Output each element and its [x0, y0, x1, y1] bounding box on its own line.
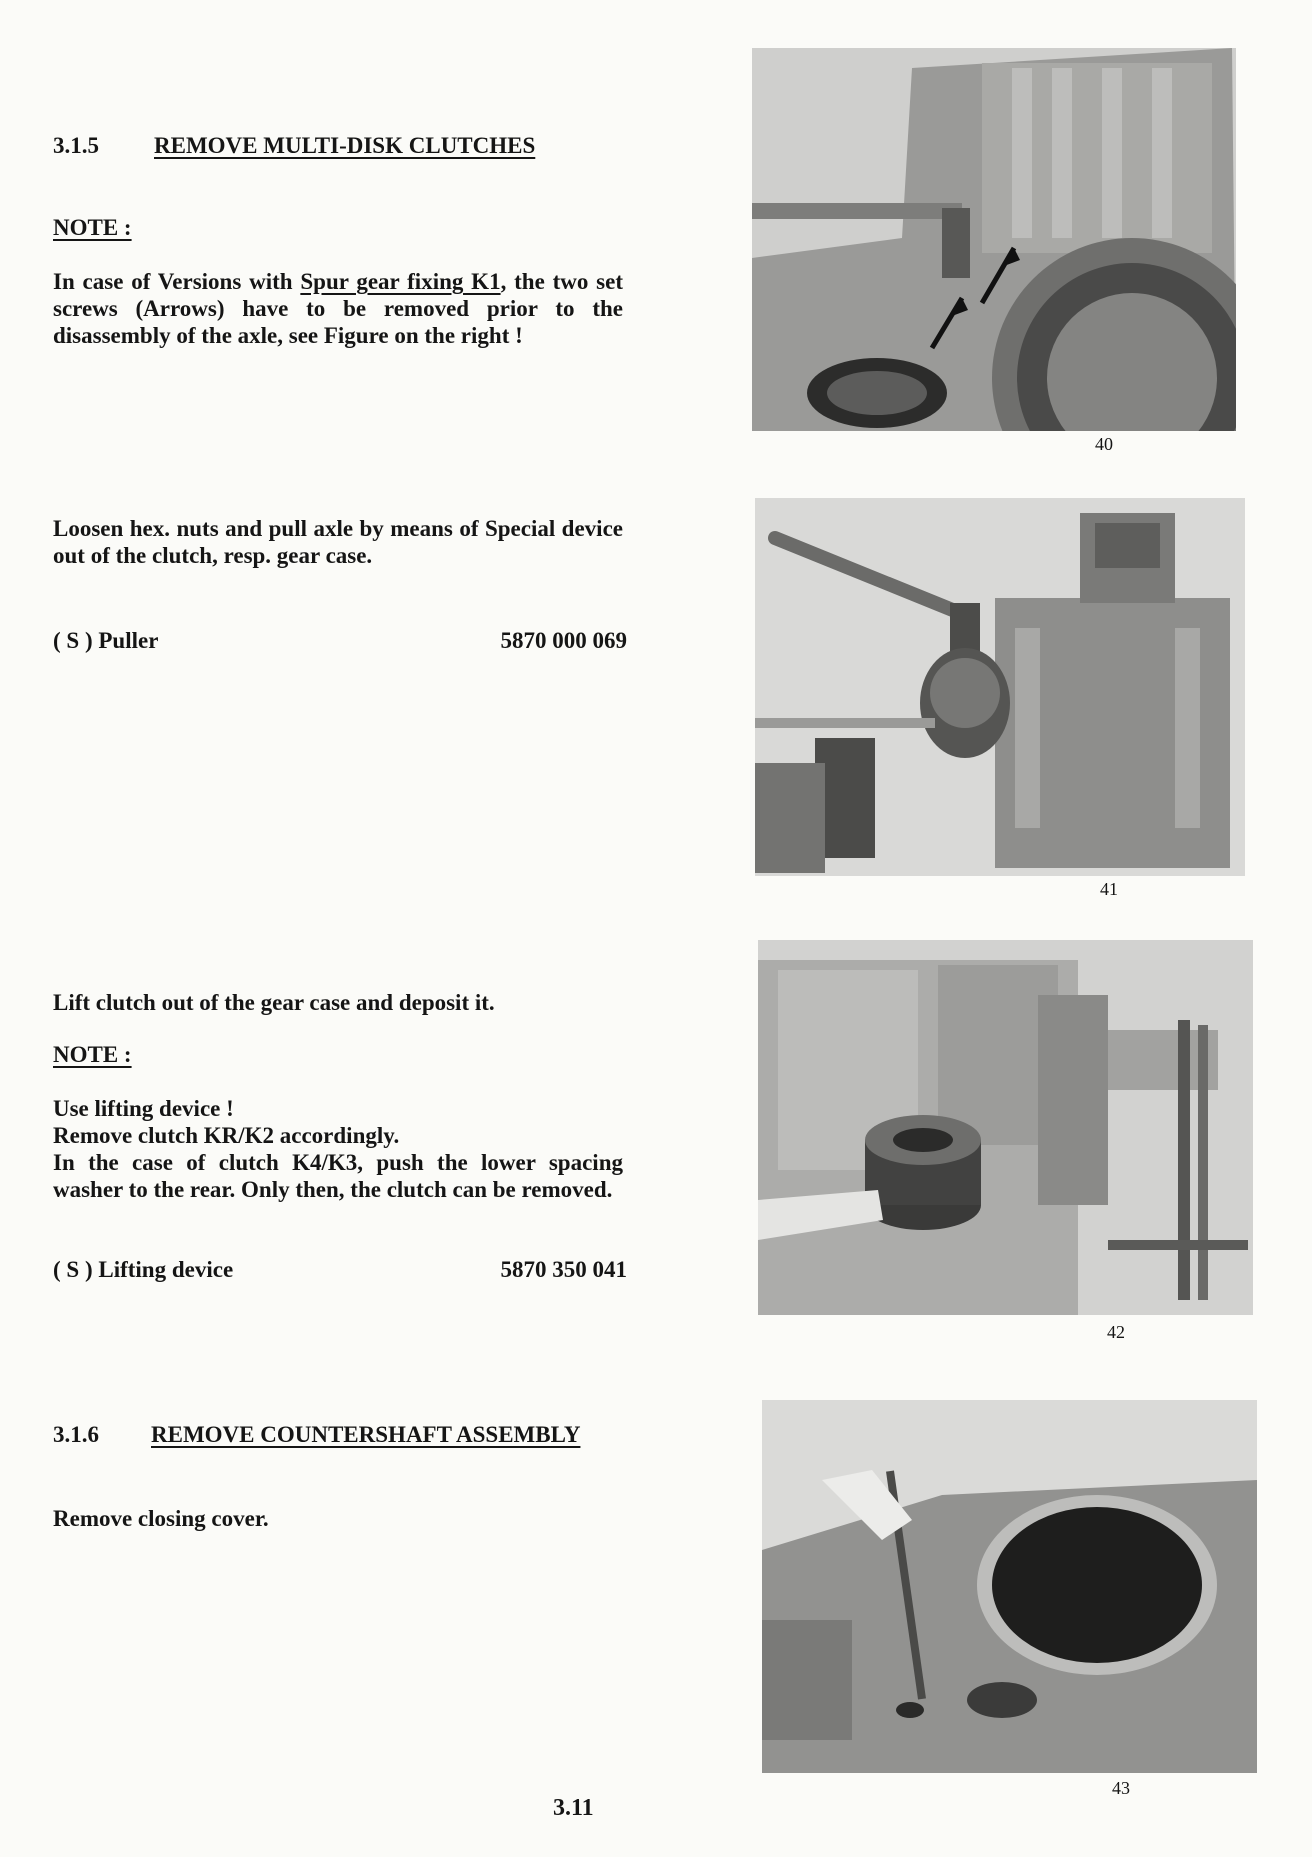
photo-gearbox-set-screws — [752, 48, 1236, 431]
note-label: NOTE : — [53, 1042, 132, 1067]
photo-puller-on-axle — [755, 498, 1245, 876]
figure-number: 41 — [1100, 879, 1118, 899]
section-number-3-1-5: 3.1.5 — [53, 133, 99, 158]
figure-number: 42 — [1107, 1322, 1125, 1342]
photo-clutch-lifting — [758, 940, 1253, 1315]
figure-number: 43 — [1112, 1778, 1130, 1798]
photo-gearbox-set-screws-icon — [752, 48, 1236, 431]
note-text-spur-gear: Spur gear fixing K1 — [300, 269, 501, 294]
note-line: Remove clutch KR/K2 accordingly. — [53, 1123, 400, 1148]
section-number-3-1-6: 3.1.6 — [53, 1422, 99, 1447]
lift-paragraph: Lift clutch out of the gear case and deposit it. — [53, 990, 495, 1015]
section-title-remove-countershaft: REMOVE COUNTERSHAFT ASSEMBLY — [151, 1422, 581, 1447]
photo-closing-cover — [762, 1400, 1257, 1773]
note-text-start: In case of Versions with — [53, 269, 301, 294]
photo-closing-cover-icon — [762, 1400, 1257, 1773]
note-paragraph — [53, 268, 623, 349]
note-line: Use lifting device ! — [53, 1096, 234, 1121]
tool-label: ( S ) Puller — [53, 628, 159, 653]
cover-paragraph: Remove closing cover. — [53, 1506, 269, 1531]
page-number: 3.11 — [553, 1795, 594, 1821]
section-title-remove-clutches: REMOVE MULTI-DISK CLUTCHES — [154, 133, 536, 158]
photo-clutch-lifting-icon — [758, 940, 1253, 1315]
note-paragraph: In the case of clutch K4/K3, push the lower spacing washer to the rear. Only then, the clutch can be removed. — [53, 1150, 623, 1202]
note-text-end: , the two set screws (Arrows) have to be removed prior to the disassembly of the axle, see Figure on the right ! — [53, 269, 623, 348]
note-label: NOTE : — [53, 215, 132, 240]
photo-puller-on-axle-icon — [755, 498, 1245, 876]
loosen-paragraph: Loosen hex. nuts and pull axle by means of Special device out of the clutch, resp. gear case. — [53, 516, 623, 568]
tool-number: 5870 000 069 — [500, 628, 627, 653]
figure-number: 40 — [1095, 434, 1113, 454]
tool-number: 5870 350 041 — [500, 1257, 627, 1282]
tool-label: ( S ) Lifting device — [53, 1257, 234, 1282]
